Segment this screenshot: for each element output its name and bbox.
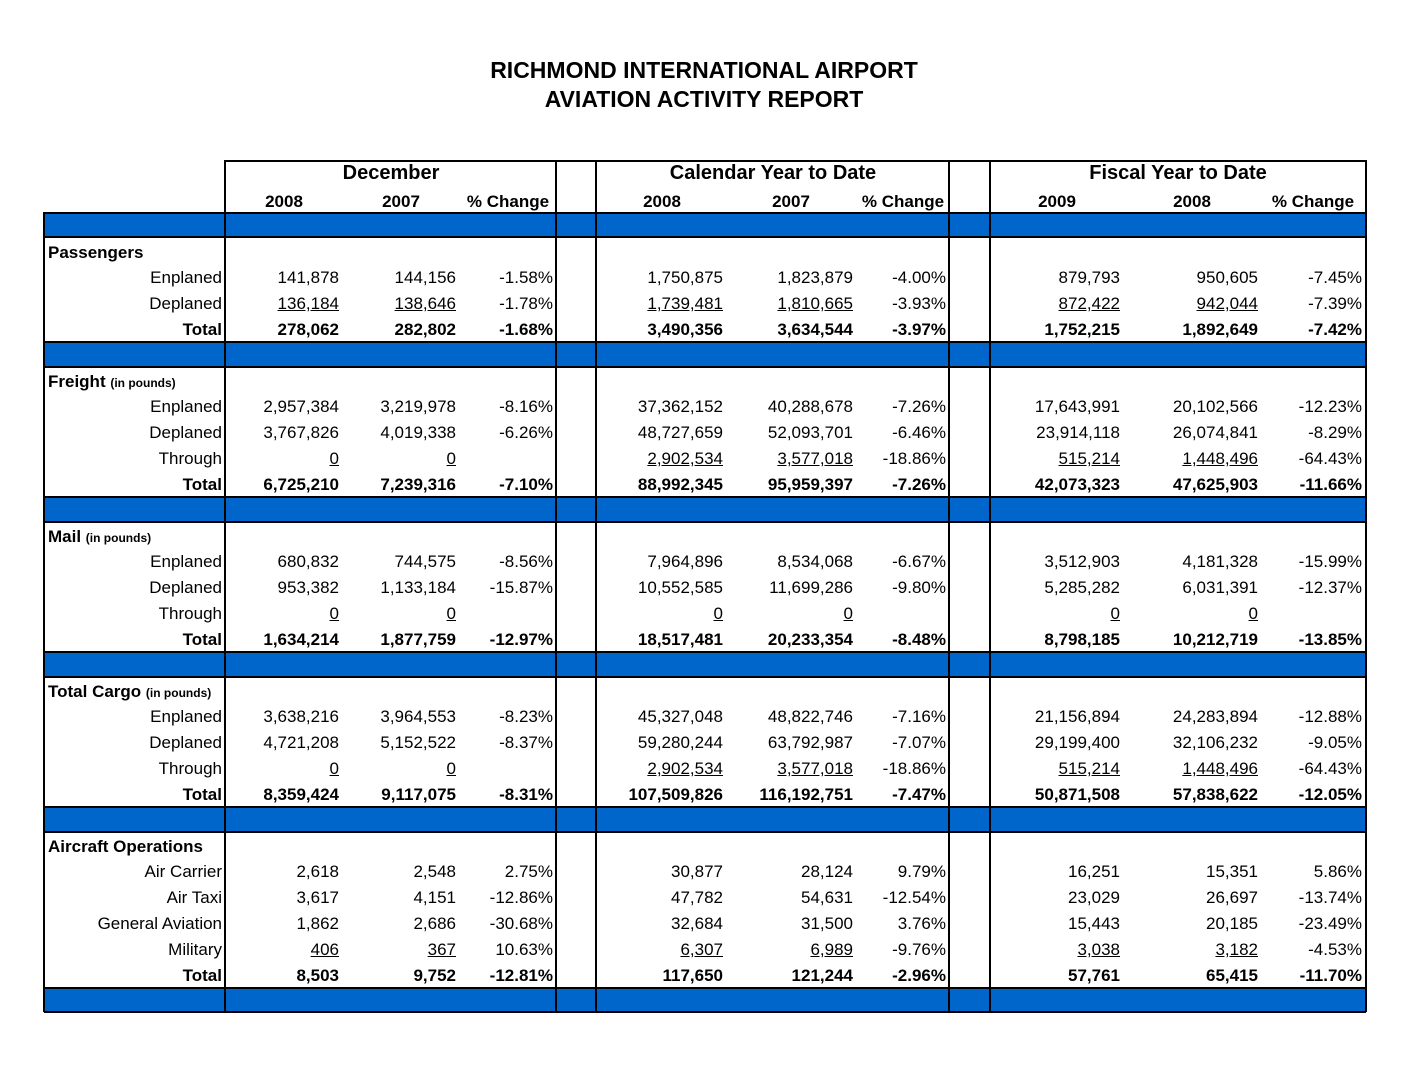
table-cell: 59,280,244 (637, 733, 723, 752)
table-cell: 31,500 (801, 914, 853, 933)
column-header: 2007 (772, 192, 810, 211)
table-cell: 2,902,534 (647, 759, 723, 778)
table-cell: 5.86% (1313, 862, 1362, 881)
table-cell: 45,327,048 (637, 707, 723, 726)
table-cell: 953,382 (277, 578, 339, 597)
table-cell: 3,577,018 (777, 449, 853, 468)
row-label: Deplaned (149, 294, 222, 313)
table-cell: 20,185 (1206, 914, 1258, 933)
table-cell: -8.31% (499, 785, 553, 804)
table-cell: 1,810,665 (777, 294, 853, 313)
table-cell: -1.78% (499, 294, 553, 313)
column-header: 2009 (1038, 192, 1076, 211)
column-header: % Change (1271, 192, 1355, 211)
report-title: RICHMOND INTERNATIONAL AIRPORT (490, 57, 918, 83)
table-cell: 8,534,068 (777, 552, 853, 571)
table-cell: -15.99% (1298, 552, 1362, 571)
grid-line (224, 160, 226, 1012)
table-cell: 4,721,208 (263, 733, 339, 752)
table-cell: -64.43% (1298, 759, 1362, 778)
row-label: Through (158, 449, 222, 468)
row-label: Total (182, 630, 222, 649)
row-label: Deplaned (149, 733, 222, 752)
table-cell: 7,964,896 (647, 552, 723, 571)
table-cell: 136,184 (277, 294, 339, 313)
row-label: Total (182, 966, 222, 985)
grid-line (224, 160, 1366, 162)
table-cell: 744,575 (394, 552, 456, 571)
report-subtitle: AVIATION ACTIVITY REPORT (544, 86, 864, 112)
accent-band (44, 342, 1366, 366)
table-cell: 2,957,384 (263, 397, 339, 416)
table-cell: 42,073,323 (1034, 475, 1120, 494)
table-cell: -13.74% (1298, 888, 1362, 907)
table-cell: -9.05% (1308, 733, 1362, 752)
table-cell: 23,914,118 (1036, 423, 1120, 442)
table-cell: 5,152,522 (380, 733, 456, 752)
table-cell: 1,892,649 (1182, 320, 1258, 339)
table-cell: -7.42% (1308, 320, 1362, 339)
table-cell: -13.85% (1298, 630, 1362, 649)
table-cell: 942,044 (1196, 294, 1258, 313)
accent-band (44, 497, 1366, 521)
table-cell: -4.53% (1308, 940, 1362, 959)
table-cell: 1,862 (296, 914, 339, 933)
row-label: Enplaned (150, 397, 222, 416)
table-cell: -7.07% (892, 733, 946, 752)
table-cell: 88,992,345 (637, 475, 723, 494)
table-cell: 10.63% (495, 940, 553, 959)
accent-band (44, 213, 1366, 237)
section-unit: (in pounds) (110, 376, 176, 390)
table-cell: 9,752 (413, 966, 456, 985)
table-cell: 0 (446, 449, 456, 468)
table-cell: 0 (1248, 604, 1258, 623)
table-cell: -12.88% (1298, 707, 1362, 726)
table-cell: -12.37% (1298, 578, 1362, 597)
table-cell: -12.05% (1298, 785, 1362, 804)
table-cell: -4.00% (892, 268, 946, 287)
table-cell: -9.76% (892, 940, 946, 959)
table-cell: -3.93% (892, 294, 946, 313)
grid-line (1365, 160, 1367, 1012)
table-cell: 54,631 (801, 888, 853, 907)
table-cell: -8.29% (1308, 423, 1362, 442)
table-cell: 2,902,534 (647, 449, 723, 468)
table-cell: 40,288,678 (767, 397, 853, 416)
table-cell: 3.76% (897, 914, 946, 933)
table-cell: 3,182 (1215, 940, 1258, 959)
table-cell: -23.49% (1298, 914, 1362, 933)
table-cell: -8.56% (499, 552, 553, 571)
table-cell: 8,359,424 (263, 785, 339, 804)
group-header: December (342, 162, 440, 184)
table-cell: 406 (310, 940, 339, 959)
table-cell: 95,959,397 (767, 475, 853, 494)
table-cell: 141,878 (277, 268, 339, 287)
table-cell: 367 (427, 940, 456, 959)
table-cell: 515,214 (1058, 759, 1120, 778)
grid-line (44, 496, 1366, 498)
table-cell: 2,548 (413, 862, 456, 881)
accent-band (44, 652, 1366, 676)
table-cell: 2,686 (413, 914, 456, 933)
row-label: Enplaned (150, 268, 222, 287)
section-title-text: Aircraft Operations (48, 837, 203, 856)
table-cell: -18.86% (882, 449, 946, 468)
row-label: Total (182, 785, 222, 804)
table-cell: 3,512,903 (1044, 552, 1120, 571)
grid-line (44, 831, 1366, 833)
table-cell: -11.66% (1299, 475, 1362, 494)
table-cell: -18.86% (882, 759, 946, 778)
table-cell: 1,877,759 (380, 630, 456, 649)
grid-line (43, 212, 45, 1012)
table-cell: 2,618 (296, 862, 339, 881)
table-cell: 2.75% (504, 862, 553, 881)
table-cell: -12.54% (882, 888, 946, 907)
table-cell: 9,117,075 (381, 785, 456, 804)
table-cell: 1,750,875 (647, 268, 723, 287)
grid-line (44, 806, 1366, 808)
table-cell: 3,964,553 (380, 707, 456, 726)
table-cell: 8,798,185 (1044, 630, 1120, 649)
table-cell: -7.10% (499, 475, 553, 494)
table-cell: 1,634,214 (263, 630, 339, 649)
column-header: 2008 (643, 192, 681, 211)
table-cell: 0 (329, 604, 339, 623)
row-label: Deplaned (149, 578, 222, 597)
row-label: Through (158, 759, 222, 778)
table-cell: 879,793 (1058, 268, 1120, 287)
table-cell: -7.39% (1308, 294, 1362, 313)
table-cell: -11.70% (1299, 966, 1362, 985)
table-cell: 18,517,481 (637, 630, 723, 649)
table-cell: 6,307 (680, 940, 723, 959)
accent-band (44, 807, 1366, 831)
row-label: Enplaned (150, 707, 222, 726)
table-cell: 1,448,496 (1182, 449, 1258, 468)
section-title (48, 682, 211, 703)
table-cell: -12.81% (489, 966, 553, 985)
table-cell: -2.96% (892, 966, 946, 985)
table-cell: 47,782 (671, 888, 723, 907)
row-label: General Aviation (97, 914, 222, 933)
section-title (48, 243, 143, 263)
table-cell: 65,415 (1206, 966, 1258, 985)
table-cell: -30.68% (489, 914, 553, 933)
table-cell: 1,739,481 (647, 294, 723, 313)
row-label: Deplaned (149, 423, 222, 442)
column-header: 2007 (382, 192, 420, 211)
table-cell: 3,638,216 (263, 707, 339, 726)
table-cell: 950,605 (1196, 268, 1258, 287)
table-cell: 4,019,338 (380, 423, 456, 442)
table-cell: 6,031,391 (1182, 578, 1258, 597)
table-cell: 107,509,826 (628, 785, 723, 804)
table-cell: 17,643,991 (1034, 397, 1120, 416)
table-cell: 1,448,496 (1182, 759, 1258, 778)
table-cell: -1.58% (499, 268, 553, 287)
grid-line (44, 1011, 1366, 1013)
section-title-text: Mail (48, 527, 82, 546)
table-cell: 10,212,719 (1172, 630, 1258, 649)
table-cell: -7.16% (892, 707, 946, 726)
column-header: 2008 (265, 192, 303, 211)
section-title (48, 372, 176, 393)
table-cell: 26,074,841 (1172, 423, 1258, 442)
grid-line (989, 160, 991, 1012)
section-title-text: Freight (48, 372, 106, 391)
column-header: 2008 (1173, 192, 1211, 211)
row-label: Air Taxi (166, 888, 222, 907)
table-cell: -6.26% (499, 423, 553, 442)
table-cell: 4,151 (413, 888, 456, 907)
table-cell: 15,443 (1068, 914, 1120, 933)
table-cell: -12.86% (489, 888, 553, 907)
grid-line (948, 160, 950, 1012)
table-cell: 63,792,987 (767, 733, 853, 752)
grid-line (44, 521, 1366, 523)
table-cell: -9.80% (892, 578, 946, 597)
table-cell: -7.26% (892, 475, 946, 494)
table-cell: -7.26% (892, 397, 946, 416)
row-label: Enplaned (150, 552, 222, 571)
table-cell: 1,823,879 (777, 268, 853, 287)
table-cell: 121,244 (791, 966, 853, 985)
grid-line (44, 366, 1366, 368)
table-cell: 20,233,354 (767, 630, 853, 649)
grid-line (44, 987, 1366, 989)
row-label: Total (182, 320, 222, 339)
table-cell: -8.23% (499, 707, 553, 726)
table-cell: 3,219,978 (380, 397, 456, 416)
table-cell: 0 (329, 449, 339, 468)
table-cell: -6.67% (892, 552, 946, 571)
table-cell: 0 (713, 604, 723, 623)
table-cell: 144,156 (394, 268, 456, 287)
grid-line (44, 212, 1366, 214)
grid-line (555, 160, 557, 1012)
table-cell: 6,725,210 (263, 475, 339, 494)
table-cell: 1,133,184 (380, 578, 456, 597)
table-cell: -8.37% (499, 733, 553, 752)
table-cell: -8.48% (892, 630, 946, 649)
table-cell: 47,625,903 (1172, 475, 1258, 494)
table-cell: 3,617 (296, 888, 339, 907)
table-cell: 3,577,018 (777, 759, 853, 778)
table-cell: 48,822,746 (767, 707, 853, 726)
table-cell: 6,989 (810, 940, 853, 959)
section-title-text: Total Cargo (48, 682, 142, 701)
table-cell: 278,062 (277, 320, 339, 339)
table-cell: 117,650 (662, 966, 723, 985)
table-cell: -3.97% (892, 320, 946, 339)
table-cell: -1.68% (499, 320, 553, 339)
table-cell: -64.43% (1298, 449, 1362, 468)
table-cell: 21,156,894 (1034, 707, 1120, 726)
table-cell: 26,697 (1206, 888, 1258, 907)
table-cell: 0 (446, 759, 456, 778)
table-cell: 11,699,286 (769, 578, 853, 597)
table-cell: -12.97% (489, 630, 553, 649)
table-cell: 872,422 (1058, 294, 1120, 313)
section-unit: (in pounds) (145, 686, 212, 700)
table-cell: 0 (329, 759, 339, 778)
table-cell: 30,877 (671, 862, 723, 881)
table-cell: 52,093,701 (767, 423, 853, 442)
table-cell: 32,106,232 (1172, 733, 1258, 752)
table-cell: 680,832 (277, 552, 339, 571)
column-header: % Change (861, 192, 945, 211)
row-label: Air Carrier (144, 862, 222, 881)
table-cell: 0 (843, 604, 853, 623)
section-unit: (in pounds) (85, 531, 152, 545)
section-title (48, 527, 151, 548)
table-cell: 0 (446, 604, 456, 623)
table-cell: 138,646 (394, 294, 456, 313)
grid-line (44, 676, 1366, 678)
section-title-text: Passengers (48, 243, 144, 262)
table-cell: 15,351 (1206, 862, 1258, 881)
row-label: Total (182, 475, 222, 494)
table-cell: 116,192,751 (759, 785, 853, 804)
group-header: Calendar Year to Date (669, 162, 877, 184)
grid-line (44, 236, 1366, 238)
table-cell: 28,124 (801, 862, 853, 881)
table-cell: -12.23% (1298, 397, 1362, 416)
row-label: Military (168, 940, 222, 959)
table-cell: 3,634,544 (777, 320, 853, 339)
table-cell: 9.79% (897, 862, 946, 881)
table-cell: 1,752,215 (1044, 320, 1120, 339)
table-cell: 16,251 (1068, 862, 1120, 881)
section-title (48, 837, 203, 857)
table-cell: 0 (1110, 604, 1120, 623)
grid-line (44, 341, 1366, 343)
table-cell: 4,181,328 (1182, 552, 1258, 571)
table-cell: 20,102,566 (1172, 397, 1258, 416)
table-cell: 5,285,282 (1044, 578, 1120, 597)
table-cell: 515,214 (1058, 449, 1120, 468)
table-cell: 24,283,894 (1172, 707, 1258, 726)
grid-line (44, 651, 1366, 653)
table-cell: 282,802 (394, 320, 456, 339)
grid-line (595, 160, 597, 1012)
table-cell: 50,871,508 (1034, 785, 1120, 804)
table-cell: -8.16% (499, 397, 553, 416)
table-cell: 57,761 (1068, 966, 1120, 985)
group-header: Fiscal Year to Date (1089, 162, 1267, 184)
table-cell: -7.47% (892, 785, 946, 804)
table-cell: -7.45% (1308, 268, 1362, 287)
table-cell: 3,038 (1077, 940, 1120, 959)
table-cell: 37,362,152 (637, 397, 723, 416)
table-cell: 7,239,316 (380, 475, 456, 494)
table-cell: 3,490,356 (647, 320, 723, 339)
table-cell: 29,199,400 (1034, 733, 1120, 752)
table-cell: 32,684 (671, 914, 723, 933)
table-cell: 23,029 (1068, 888, 1120, 907)
table-cell: 3,767,826 (263, 423, 339, 442)
row-label: Through (158, 604, 222, 623)
table-cell: 10,552,585 (637, 578, 723, 597)
table-cell: -6.46% (892, 423, 946, 442)
table-cell: -15.87% (489, 578, 553, 597)
table-cell: 48,727,659 (637, 423, 723, 442)
table-cell: 57,838,622 (1172, 785, 1258, 804)
table-cell: 8,503 (296, 966, 339, 985)
column-header: % Change (466, 192, 550, 211)
accent-band (44, 988, 1366, 1012)
